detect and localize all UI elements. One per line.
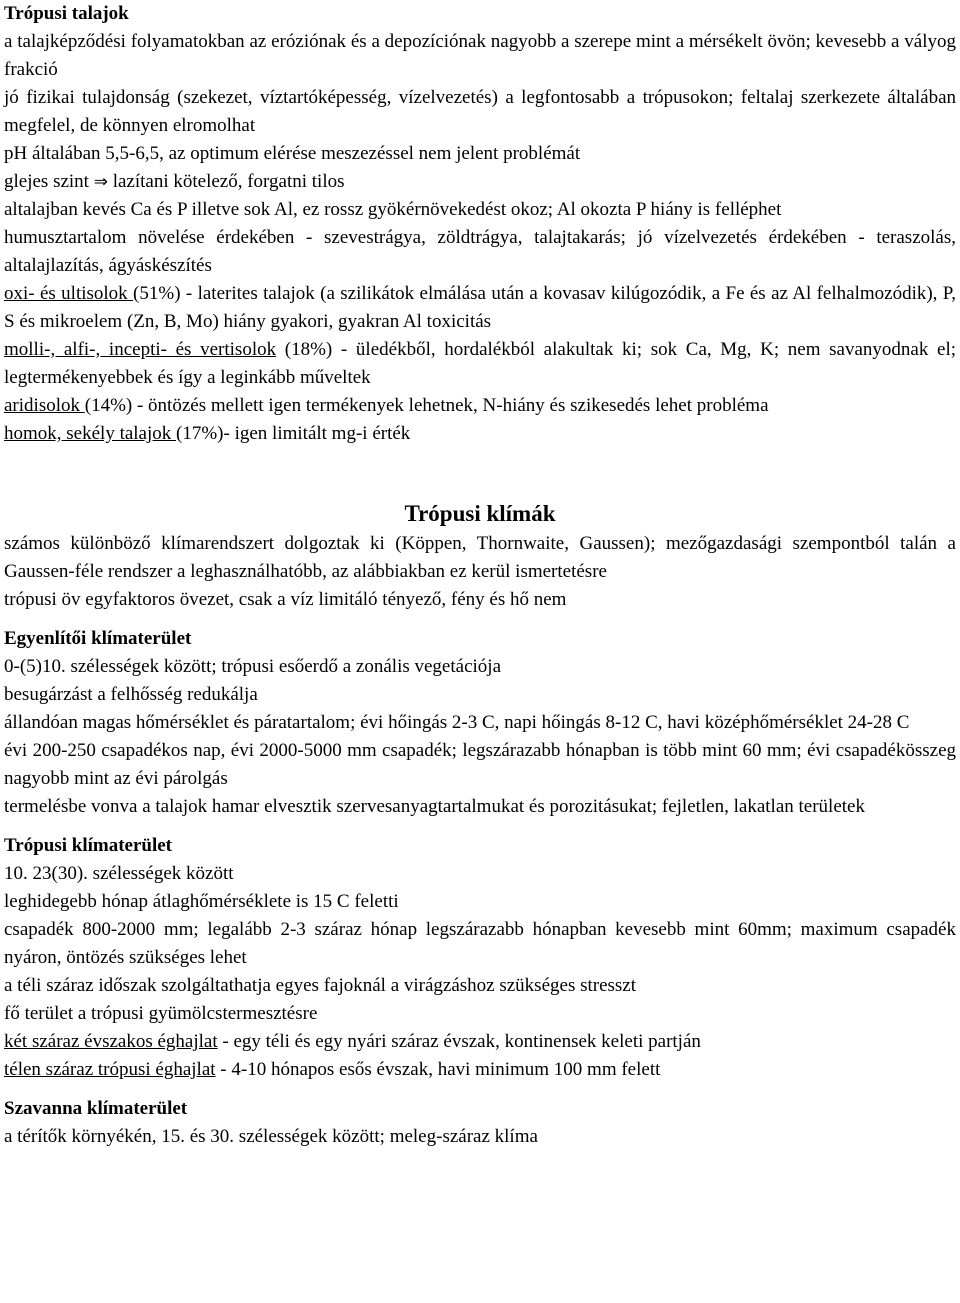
tropical-heading: Trópusi klímaterület (4, 835, 173, 856)
climates-paragraph: trópusi öv egyfaktoros övezet, csak a víz limitáló tényező, fény és hő nem (4, 589, 567, 610)
soils-paragraph (4, 280, 956, 336)
soils-paragraph: altalajban kevés Ca és P illetve sok Al, ez rossz gyökérnövekedést okoz; Al okozta P hiány is felléphet (4, 199, 782, 220)
climates-heading: Trópusi klímák (404, 501, 556, 526)
climate-type-term: két száraz évszakos éghajlat (4, 1031, 218, 1052)
equatorial-paragraph: évi 200-250 csapadékos nap, évi 2000-5000 mm csapadék; legszárazabb hónapban is több mint 60 mm; évi csapadékösszeg nagyobb mint az évi párolgás (4, 740, 956, 789)
tropical-paragraph: leghidegebb hónap átlaghőmérséklete is 15 C feletti (4, 891, 399, 912)
savanna-heading: Szavanna klímaterület (4, 1098, 188, 1119)
gley-label: glejes szint (4, 171, 89, 192)
savanna-paragraph: a térítők környékén, 15. és 30. szélességek között; meleg-száraz klíma (4, 1126, 538, 1147)
equatorial-heading: Egyenlítői klímaterület (4, 628, 192, 649)
tropical-paragraph: a téli száraz időszak szolgáltathatja egyes fajoknál a virágzáshoz szükséges stresszt (4, 975, 637, 996)
soils-paragraph: a talajképződési folyamatokban az eróziónak és a depozíciónak nagyobb a szerepe mint a mérsékelt övön; kevesebb a vályog frakció (4, 31, 956, 80)
soils-heading: Trópusi talajok (4, 3, 129, 24)
soil-type-term: homok, sekély talajok (4, 423, 177, 444)
soil-type-term: molli-, alfi-, incepti- és vertisolok (4, 339, 277, 360)
equatorial-paragraph: 0-(5)10. szélességek között; trópusi esőerdő a zonális vegetációja (4, 656, 501, 677)
equatorial-paragraph: termelésbe vonva a talajok hamar elvesztik szervesanyagtartalmukat és porozitásukat; fejletlen, lakatlan területek (4, 796, 865, 817)
climate-type-term: télen száraz trópusi éghajlat (4, 1059, 216, 1080)
soil-type-desc: (51%) - laterites talajok (a szilikátok elmálása után a kovasav kilúgozódik, a Fe és az Al felhalmozódik), P, S és mikroelem (Zn, B, Mo) hiány gyakori, gyakran Al toxicitás (4, 283, 957, 332)
soils-paragraph: pH általában 5,5-6,5, az optimum elérése meszezéssel nem jelent problémát (4, 143, 581, 164)
soils-paragraph (4, 420, 956, 448)
tropical-paragraph (4, 1056, 956, 1084)
climates-paragraph: számos különböző klímarendszert dolgoztak ki (Köppen, Thornwaite, Gaussen); mezőgazdasági szempontból talán a Gaussen-féle rendszer a leghasználhatóbb, az alábbiakban ez kerül ismertetésre (4, 533, 956, 582)
tropical-paragraph: fő terület a trópusi gyümölcstermesztésre (4, 1003, 318, 1024)
soils-paragraph (4, 336, 956, 392)
tropical-paragraph: 10. 23(30). szélességek között (4, 863, 234, 884)
soils-paragraph (4, 168, 956, 196)
soil-type-desc: (14%) - öntözés mellett igen termékenyek lehetnek, N-hiány és szikesedés lehet probléma (84, 395, 769, 416)
soil-type-term: oxi- és ultisolok (4, 283, 134, 304)
soil-type-desc: (17%)- igen limitált mg-i érték (176, 423, 411, 444)
implies-arrow-icon: ⇒ (93, 172, 108, 192)
soils-paragraph (4, 392, 956, 420)
soils-paragraph: jó fizikai tulajdonság (szekezet, víztartóképesség, vízelvezetés) a legfontosabb a trópusokon; feltalaj szerkezete általában megfelel, de könnyen elromolhat (4, 87, 956, 136)
tropical-paragraph (4, 1028, 956, 1056)
soil-type-desc: (18%) - üledékből, hordalékból alakultak ki; sok Ca, Mg, K; nem savanyodnak el; legtermékenyebbek és így a leginkább műveltek (4, 339, 957, 388)
climate-type-desc: - egy téli és egy nyári száraz évszak, kontinensek keleti partján (217, 1031, 701, 1052)
soil-type-term: aridisolok (4, 395, 85, 416)
equatorial-paragraph: besugárzást a felhősség redukálja (4, 684, 258, 705)
gley-rule: lazítani kötelező, forgatni tilos (112, 171, 345, 192)
equatorial-paragraph: állandóan magas hőmérséklet és páratartalom; évi hőingás 2-3 C, napi hőingás 8-12 C, havi középhőmérséklet 24-28 C (4, 712, 910, 733)
climate-type-desc: - 4-10 hónapos esős évszak, havi minimum 100 mm felett (215, 1059, 661, 1080)
soils-paragraph: humusztartalom növelése érdekében - szevestrágya, zöldtrágya, talajtakarás; jó vízelvezetés érdekében - teraszolás, altalajlazítás, ágyáskészítés (4, 227, 956, 276)
tropical-paragraph: csapadék 800-2000 mm; legalább 2-3 száraz hónap legszárazabb hónapban kevesebb mint 60mm; maximum csapadék nyáron, öntözés szükséges lehet (4, 919, 956, 968)
